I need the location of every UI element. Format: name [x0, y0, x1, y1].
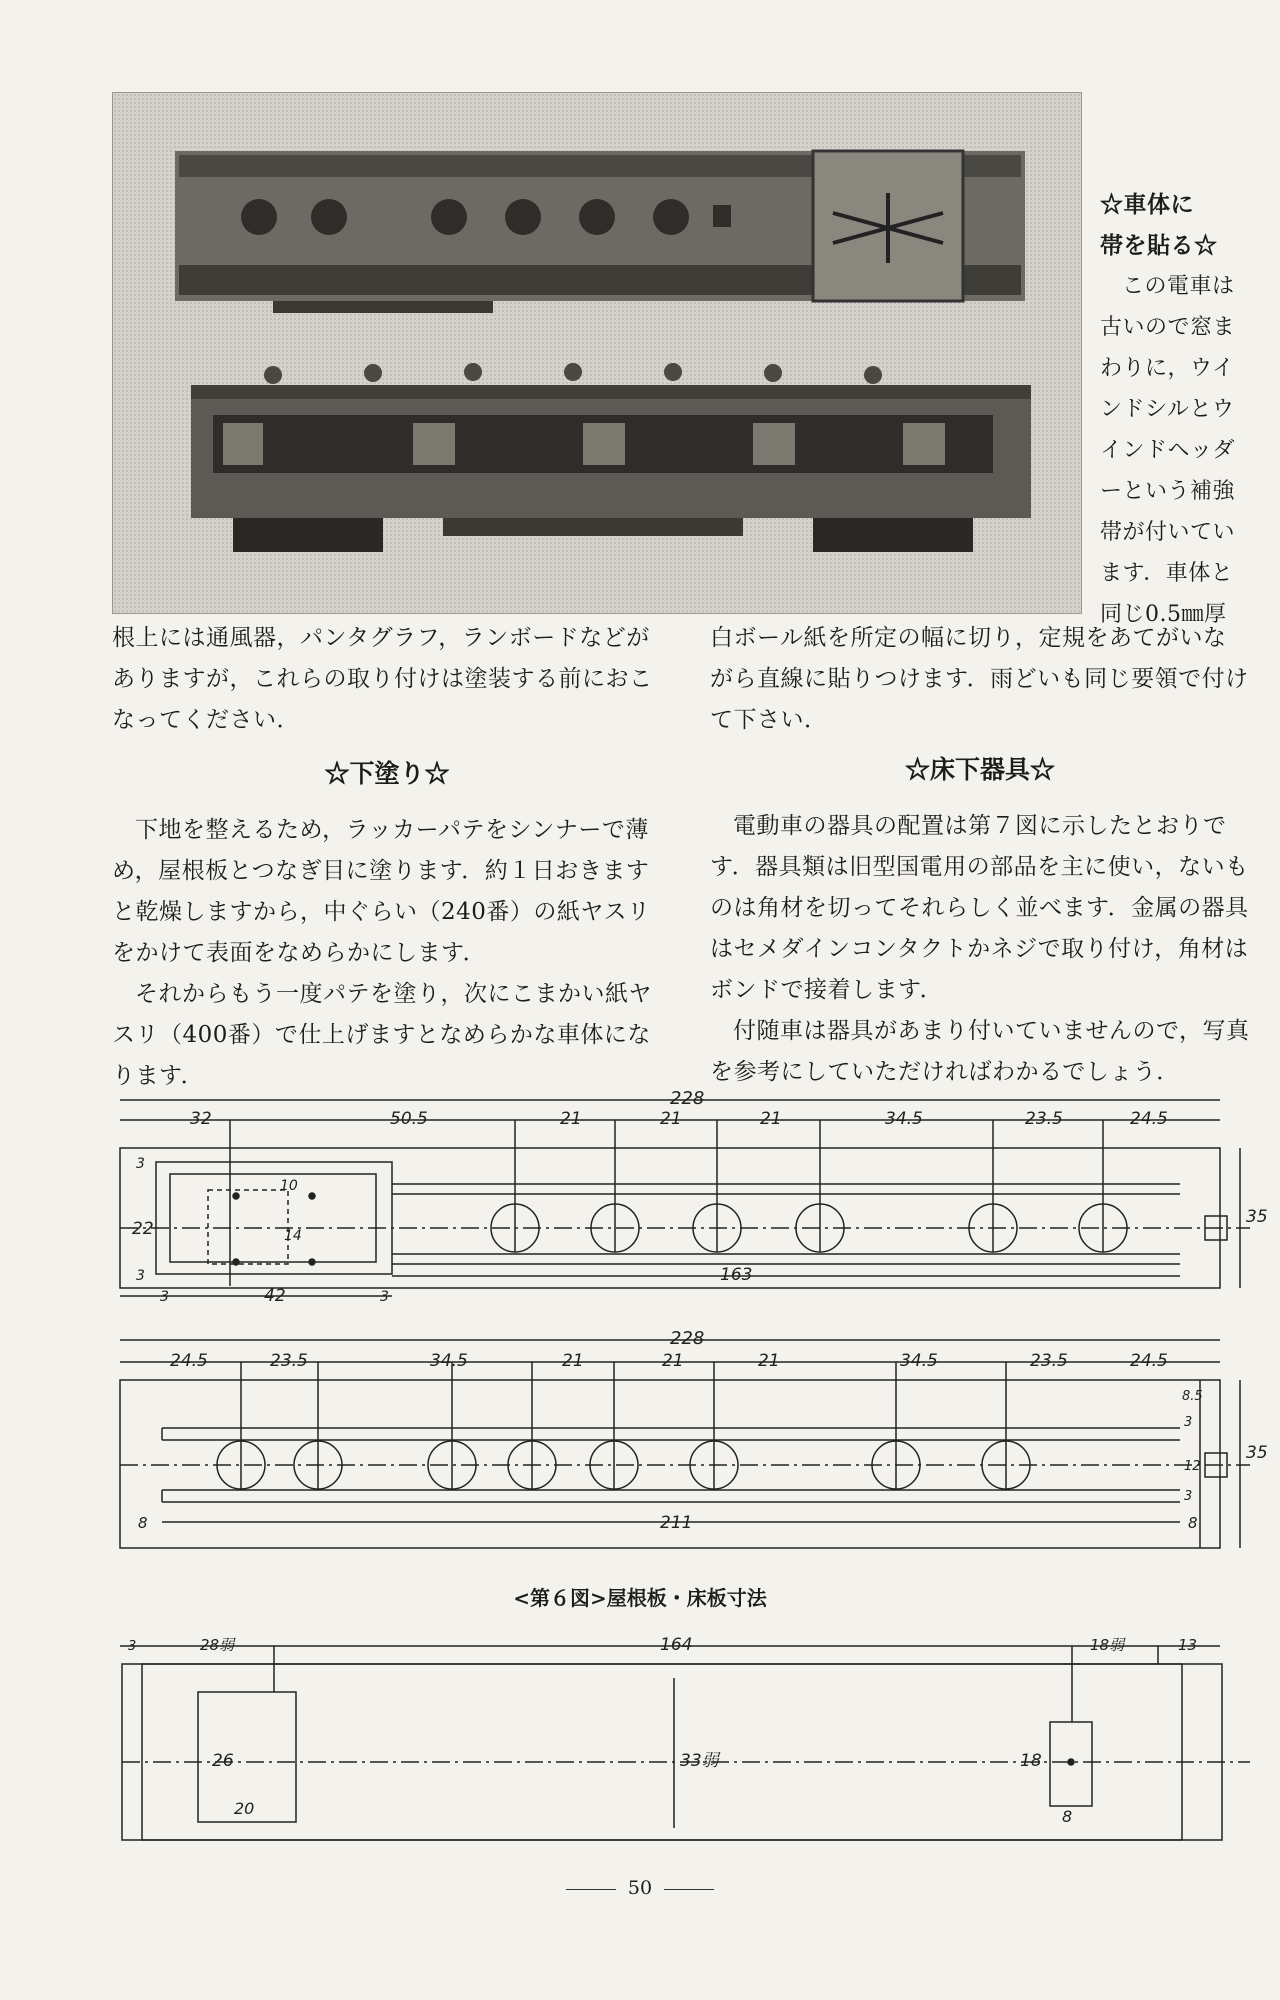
floor-top-4: 13 — [1178, 1636, 1198, 1654]
left-body — [112, 810, 662, 1097]
roof-a-inner-0: 3 — [136, 1156, 145, 1172]
roof-b-rail: 211 — [660, 1513, 693, 1533]
roof-a-bottom-1: 42 — [264, 1286, 286, 1306]
page-number-value: 50 — [627, 1877, 653, 1899]
section-heading-underfloor: ☆床下器具☆ — [904, 755, 1055, 784]
roof-a-seg-6: 23.5 — [1025, 1109, 1063, 1129]
roof-b-side-3: 3 — [1184, 1489, 1193, 1504]
section-heading-undercoat: ☆下塗り☆ — [324, 759, 450, 788]
roof-a-inner-3: 10 — [280, 1178, 298, 1194]
roof-a-seg-2: 21 — [560, 1109, 582, 1129]
roof-b-side-4: 8 — [1188, 1514, 1198, 1532]
train-model-photo — [112, 92, 1082, 614]
page-number — [0, 1877, 1280, 1899]
side-car-image — [191, 363, 1031, 552]
sidebar-heading-line1: ☆車体に — [1100, 191, 1194, 218]
floor-left-box-w: 20 — [234, 1799, 255, 1818]
roof-a-inner-4: 14 — [284, 1228, 302, 1244]
underfloor-para-2: 付随車は器具があまり付いていませんので，写真を参考にしていただければわかるでしょう． — [710, 1018, 1250, 1085]
vent-holes-a — [491, 1120, 1127, 1252]
sidebar-section — [1100, 184, 1250, 635]
roof-b-seg-0: 24.5 — [170, 1351, 208, 1371]
roof-b-width: 35 — [1246, 1443, 1268, 1463]
floor-top-3: 18弱 — [1090, 1636, 1125, 1654]
floor-height: 33弱 — [680, 1751, 719, 1771]
roof-b-seg-6: 34.5 — [900, 1351, 938, 1371]
roof-b-seg-8: 24.5 — [1130, 1351, 1168, 1371]
roof-a-seg-7: 24.5 — [1130, 1109, 1168, 1129]
undercoat-para-1: 下地を整えるため，ラッカーパテをシンナーで薄め，屋根板とつなぎ目に塗ります．約１日おきますと乾燥しますから，中ぐらい（240番）の紙ヤスリをかけて表面をなめらかにします． — [112, 817, 651, 966]
roof-b-seg-1: 23.5 — [270, 1351, 308, 1371]
roof-b-side-1: 3 — [1184, 1415, 1193, 1430]
roof-a-seg-1: 50.5 — [390, 1109, 428, 1129]
floor-right-box-w: 8 — [1062, 1807, 1073, 1826]
floor-plate-drawing — [100, 1626, 1260, 1850]
roof-b-seg-2: 34.5 — [430, 1351, 468, 1371]
roof-car-image — [175, 151, 1025, 313]
roof-plate-drawing-b — [100, 1328, 1268, 1568]
roof-a-inner-2: 3 — [136, 1268, 145, 1284]
roof-a-inner-1: 22 — [132, 1219, 154, 1239]
floor-top-0: 3 — [128, 1639, 137, 1654]
roof-b-seg-3: 21 — [562, 1351, 584, 1371]
floor-top-2: 164 — [660, 1635, 693, 1655]
roof-a-seg-5: 34.5 — [885, 1109, 923, 1129]
roof-a-width: 35 — [1246, 1207, 1268, 1227]
roof-a-bottom-0: 3 — [160, 1289, 169, 1305]
roof-b-total: 228 — [670, 1328, 705, 1349]
right-continuation: 白ボール紙を所定の幅に切り，定規をあてがいながら直線に貼りつけます．雨どいも同じ要領で付けて下さい． — [710, 625, 1249, 733]
roof-b-seg-4: 21 — [662, 1351, 684, 1371]
roof-a-total: 228 — [670, 1088, 705, 1109]
roof-a-seg-0: 32 — [190, 1109, 212, 1129]
vent-holes-b — [217, 1362, 1030, 1489]
roof-a-rail: 163 — [720, 1265, 753, 1285]
floor-left-box-h: 26 — [212, 1751, 234, 1771]
left-continuation: 根上には通風器，パンタグラフ，ランボードなどがありますが，これらの取り付けは塗装する前におこなってください． — [112, 625, 653, 733]
floor-right-box-h: 18 — [1020, 1751, 1042, 1771]
figure-caption: <第６図>屋根板・床板寸法 — [513, 1586, 767, 1610]
underfloor-para-1: 電動車の器具の配置は第７図に示したとおりです．器具類は旧型国電用の部品を主に使い，ないものは角材を切ってそれらしく並べます．金属の器具はセメダインコンタクトかネジで取り付け，角材はボンドで接着します． — [710, 813, 1249, 1003]
roof-b-seg-5: 21 — [758, 1351, 780, 1371]
roof-b-seg-7: 23.5 — [1030, 1351, 1068, 1371]
sidebar-body: この電車は古いので窓まわりに，ウインドシルとウインドヘッダーという補強帯が付いています．車体と同じ0.5㎜厚 — [1100, 274, 1236, 627]
roof-plate-drawing-a — [100, 1088, 1268, 1310]
roof-b-side-0: 8.5 — [1182, 1389, 1203, 1404]
roof-b-left: 8 — [138, 1514, 148, 1532]
right-body — [710, 806, 1250, 1093]
roof-a-seg-4: 21 — [760, 1109, 782, 1129]
roof-a-bottom-2: 3 — [380, 1289, 389, 1305]
floor-top-1: 28弱 — [200, 1636, 235, 1654]
roof-a-seg-3: 21 — [660, 1109, 682, 1129]
undercoat-para-2: それからもう一度パテを塗り，次にこまかい紙ヤスリ（400番）で仕上げますとなめらかな車体になります． — [112, 981, 652, 1089]
sidebar-heading-line2: 帯を貼る☆ — [1100, 232, 1218, 259]
roof-b-side-2: 12 — [1184, 1459, 1201, 1474]
